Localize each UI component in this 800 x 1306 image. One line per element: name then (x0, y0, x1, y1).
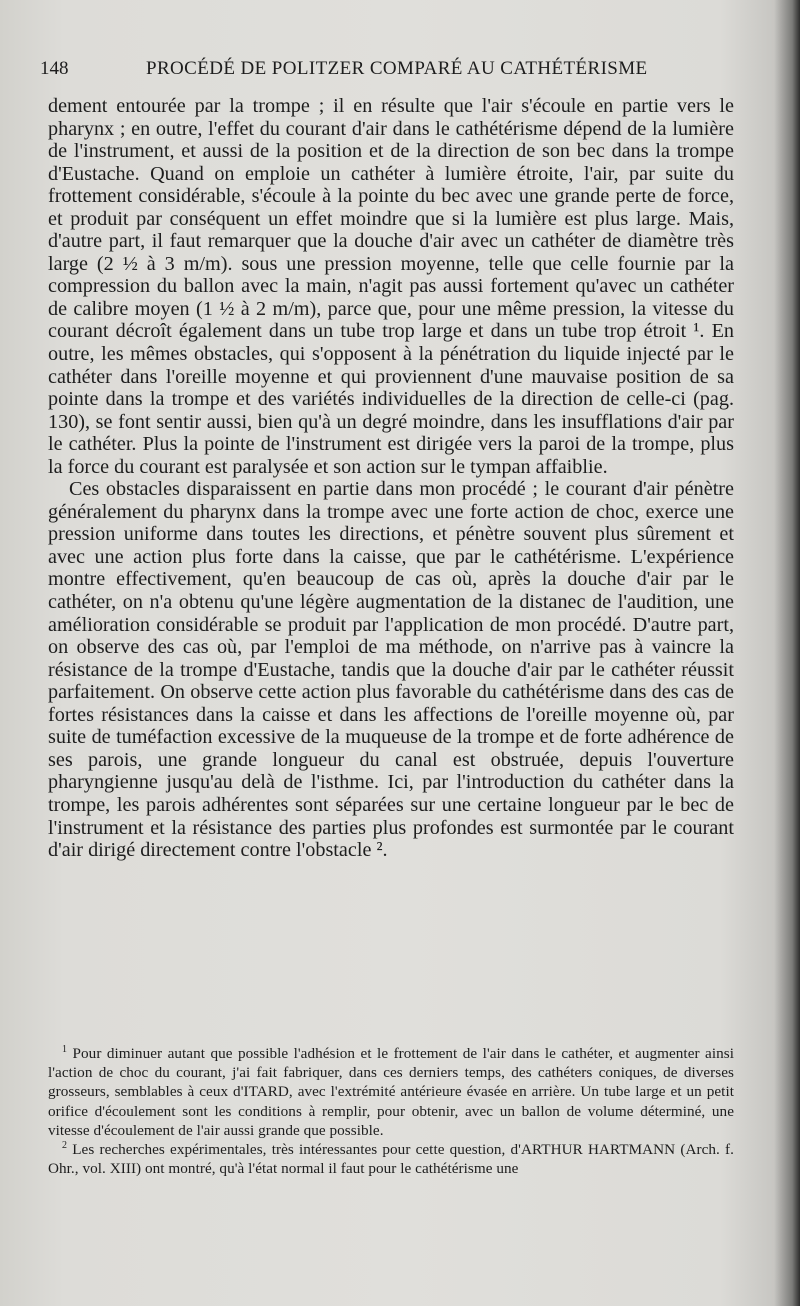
page-gutter-shadow (774, 0, 800, 1306)
running-title: PROCÉDÉ DE POLITZER COMPARÉ AU CATHÉTÉRISME (146, 58, 648, 79)
body-paragraph: Ces obstacles disparaissent en partie dans mon procédé ; le courant d'air pénètre généralement du pharynx dans la trompe avec une forte action de choc, exerce une pression uniforme dans toutes les directions, et pénètre souvent plus sûrement et avec une action plus forte dans la caisse, que par le cathétérisme. L'expérience montre effectivement, qu'en beaucoup de cas où, après la douche d'air par le cathéter, on n'a obtenu qu'une légère augmentation de la distanec de l'audition, une amélioration considérable se produit par l'application de mon procédé. D'autre part, on observe des cas où, par l'emploi de ma méthode, on n'arrive pas à vaincre la résistance de la trompe d'Eustache, tandis que la douche d'air par le cathéter réussit parfaitement. On observe cette action plus favorable du cathétérisme dans des cas de fortes résistances dans la caisse et dans les affections de l'oreille moyenne où, par suite de tuméfaction excessive de la muqueuse de la trompe et de forte adhérence de ses parois, une grande longueur du canal est obstruée, depuis l'ouverture pharyngienne jusqu'au delà de l'isthme. Ici, par l'introduction du cathéter dans la trompe, les parois adhérentes sont séparées sur une certaine longueur par le bec de l'instrument et la résistance des parties plus profondes est surmontée par le courant d'air dirigé directement contre l'obstacle ². (48, 478, 734, 862)
footnotes (48, 1044, 734, 1178)
footnote-text: Pour diminuer autant que possible l'adhésion et le frottement de l'air dans le cathéter, et augmenter ainsi l'action de choc du courant, j'ai fait fabriquer, dans ces derniers temps, des cathéters coniques, de diverses grosseurs, semblables à ceux d'ITARD, avec l'extrémité antérieure évasée en arrière. Un tube large et un petit orifice d'écoulement sont les conditions à remplir, pour obtenir, avec un ballon de volume déterminé, une vitesse d'écoulement de l'air aussi grande que possible. (48, 1045, 734, 1139)
footnote-marker: 1 (62, 1043, 68, 1055)
body-paragraph: dement entourée par la trompe ; il en résulte que l'air s'écoule en partie vers le pharynx ; en outre, l'effet du courant d'air dans le cathétérisme dépend de la lumière de l'instrument, et aussi de la position et de la direction de son bec dans la trompe d'Eustache. Quand on emploie un cathéter à lumière étroite, l'air, par suite du frottement considérable, s'écoule à la pointe du bec avec une grande perte de force, et produit par conséquent un effet moindre que si la lumière est plus large. Mais, d'autre part, il faut remarquer que la douche d'air avec un cathéter de diamètre très large (2 ½ à 3 m/m). sous une pression moyenne, telle que celle fournie par la compression du ballon avec la main, n'agit pas aussi fortement qu'avec un cathéter de calibre moyen (1 ½ à 2 m/m), parce que, pour une même pression, la vitesse du courant décroît également dans un tube trop large et dans un tube trop étroit ¹. En outre, les mêmes obstacles, qui s'opposent à la pénétration du liquide injecté par le cathéter dans l'oreille moyenne et qui proviennent d'une mauvaise position de sa pointe dans la trompe et des variétés individuelles de la direction de celle-ci (pag. 130), se font sentir aussi, bien qu'à un degré moindre, dans les insufflations d'air par le cathéter. Plus la pointe de l'instrument est dirigée vers la paroi de la trompe, plus la force du courant est paralysée et son action sur le tympan affaiblie. (48, 95, 734, 478)
main-text (48, 95, 734, 862)
footnote-marker: 2 (62, 1139, 68, 1151)
footnote-text: Les recherches expérimentales, très intéressantes pour cette question, d'ARTHUR HARTMANN (Arch. f. Ohr., vol. XIII) ont montré, qu'à l'état normal il faut pour le cathétérisme une (48, 1141, 734, 1178)
footnote (48, 1140, 734, 1178)
page-header (40, 58, 740, 84)
footnote (48, 1044, 734, 1140)
page-number: 148 (40, 58, 69, 79)
